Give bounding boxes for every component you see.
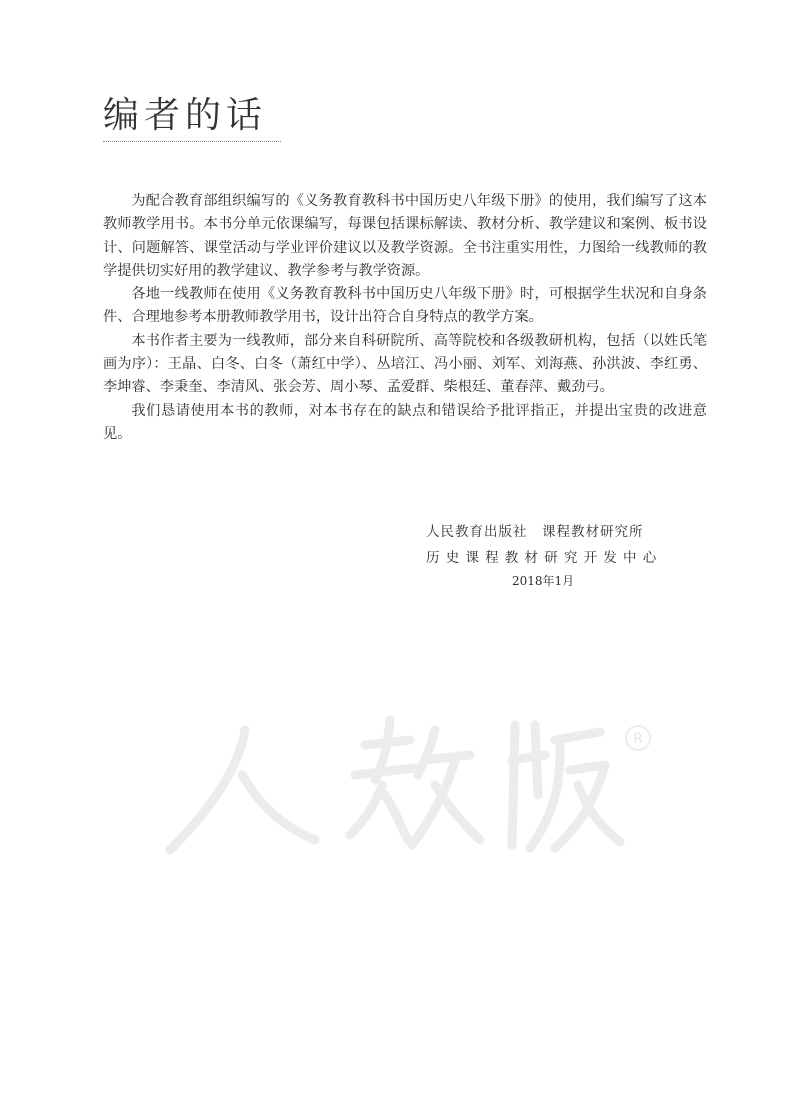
page-title: 编者的话 — [103, 95, 268, 136]
paragraph: 为配合教育部组织编写的《义务教育教科书中国历史八年级下册》的使用，我们编写了这本教师教学用书。本书分单元依课编写，每课包括课标解读、教材分析、教学建议和案例、板书设计、问题解答、课堂活动与学业评价建议以及教学资源。全书注重实用性，力图给一线教师的教学提供切实好用的教学建议、教学参考与教学资源。 — [103, 193, 707, 279]
signature-publisher: 人民教育出版社 课程教材研究所 — [426, 524, 644, 540]
body-text — [103, 190, 707, 446]
title-underline — [103, 141, 281, 142]
paragraph: 各地一线教师在使用《义务教育教科书中国历史八年级下册》时，可根据学生状况和自身条件、合理地参考本册教师教学用书，设计出符合自身特点的教学方案。 — [103, 286, 707, 326]
svg-text:R: R — [633, 731, 643, 747]
paragraph: 本书作者主要为一线教师，部分来自科研院所、高等院校和各级教研机构，包括（以姓氏笔画为序）：王晶、白冬、白冬（萧红中学）、丛培江、冯小丽、刘军、刘海燕、孙洪波、李红勇、李坤睿、李秉奎、李清风、张会芳、周小琴、孟爱群、柴根廷、董春萍、戴劲弓。 — [103, 332, 707, 396]
watermark-logo — [150, 700, 670, 880]
signature-center: 历史课程教材研究开发中心 — [426, 550, 663, 566]
signature-block — [426, 519, 662, 591]
signature-date: 2018年1月 — [512, 574, 575, 588]
paragraph: 我们恳请使用本书的教师，对本书存在的缺点和错误给予批评指正，并提出宝贵的改进意见。 — [103, 402, 707, 442]
